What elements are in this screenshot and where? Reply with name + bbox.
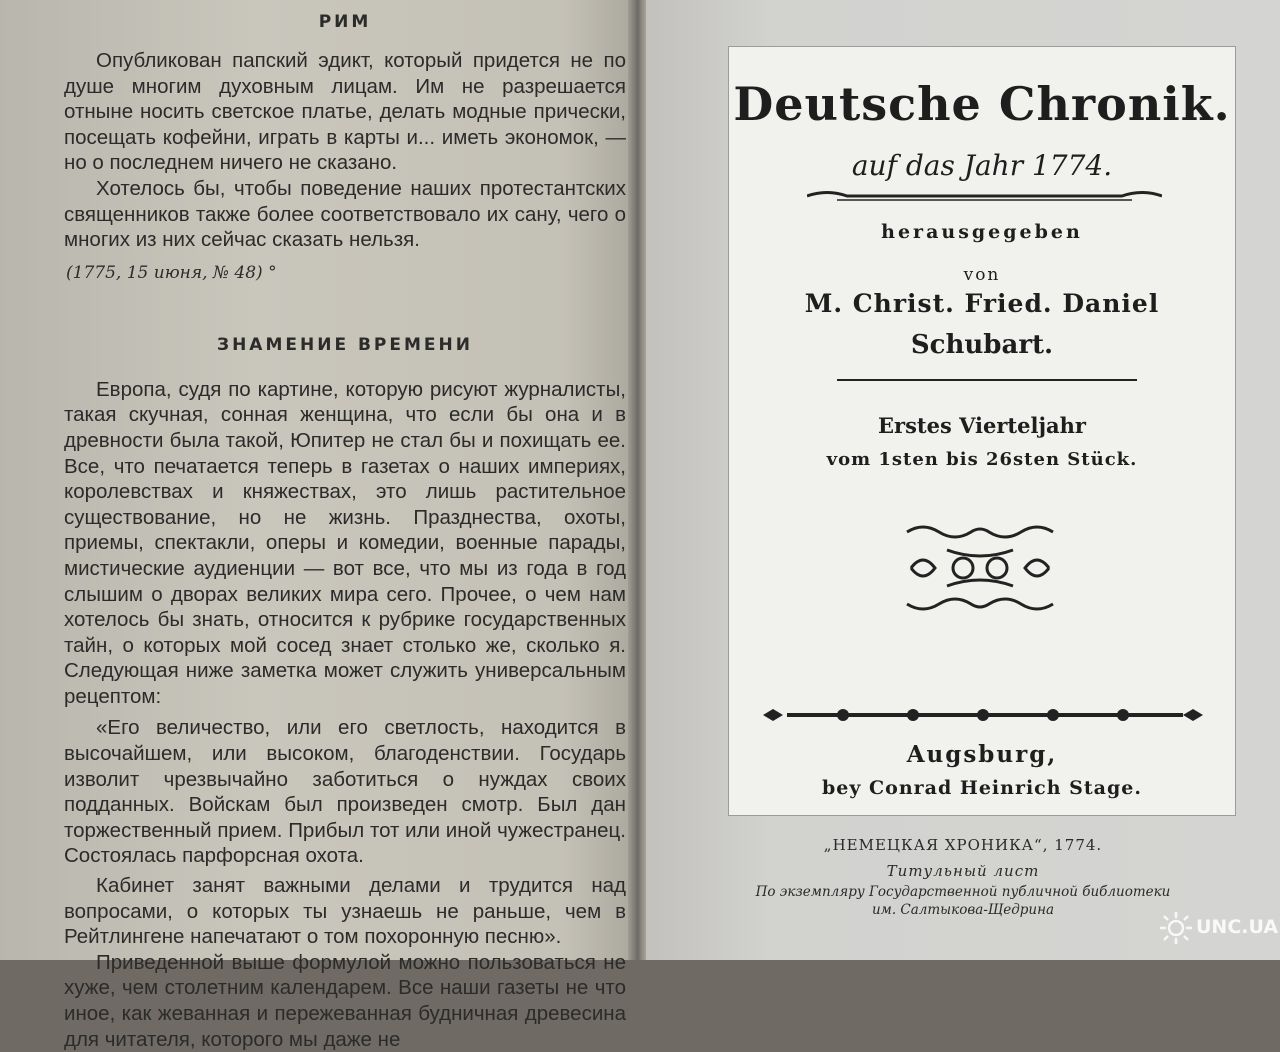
paragraph: Европа, судя по картине, которую рисуют журналисты, такая скучная, сонная женщина, что если бы она и в древности была такой, Юпитер не стал бы и похищать ее. Все, что печатается теперь в газетах о наших империях, королевствах и княжествах, это лишь растительное существование, но не жизнь. Празднества, охоты, приемы, спектакли, оперы и комедии, военные парады, мистические аудиенции — вот все, что мы из года в год слышим о дворах великих мира сего. Прочее, о чем нам хотелось бы знать, относится к рубрике государственных тайн, о которых мой сосед знает столько же, сколько я. Следующая ниже заметка может служить универсальным рецептом: bbox=[64, 377, 626, 708]
caption-note-2: им. Салтыкова-Щедрина bbox=[871, 902, 1055, 918]
title-page-facsimile bbox=[728, 46, 1236, 816]
divider-rule bbox=[837, 379, 1137, 381]
source-reference: (1775, 15 июня, № 48) ° bbox=[66, 262, 277, 283]
facsimile-quarter: Erstes Vierteljahr bbox=[878, 413, 1086, 438]
facsimile-issues: vom 1sten bis 26sten Stück. bbox=[826, 449, 1138, 470]
ornamental-rule-icon bbox=[807, 187, 1162, 205]
facsimile-author-line1: M. Christ. Fried. Daniel bbox=[804, 289, 1160, 318]
watermark-logo bbox=[1158, 910, 1279, 946]
paragraph: Опубликован папский эдикт, который придется не по душе многим духовным лицам. Им не разрешается отныне носить светское платье, делать модные прически, посещать кофейни, играть в карты и... иметь экономок, — но о последнем ничего не сказано. bbox=[64, 49, 626, 175]
floral-vignette-icon bbox=[903, 522, 1057, 614]
sun-logo-icon bbox=[1158, 910, 1194, 946]
caption-note-1: По экземпляру Государственной публичной библиотеки bbox=[755, 884, 1171, 900]
paragraph: Хотелось бы, чтобы поведение наших протестантских священников также более соответствовало их сану, чего о многих из них сейчас сказать нельзя. bbox=[64, 176, 626, 252]
right-page bbox=[646, 0, 1280, 960]
facsimile-author-line2: Schubart. bbox=[910, 330, 1054, 360]
facsimile-publisher: bey Conrad Heinrich Stage. bbox=[822, 777, 1142, 799]
section-title-rome: РИМ bbox=[318, 12, 372, 32]
section-title-sign-of-times: ЗНАМЕНИЕ ВРЕМЕНИ bbox=[217, 334, 473, 355]
watermark-text: UNC.UA bbox=[1196, 916, 1279, 938]
quote-paragraph: «Его величество, или его светлость, находится в высочайшем, или высоком, благоденствии. Государь изволит чрезвычайно заботиться о нуждах своих подданных. Войскам был произведен смотр. Был дан торжественный прием. Прибыл тот или иной чужестранец. Состоялась парфорсная охота. bbox=[64, 716, 626, 868]
facsimile-year-line: auf das Jahr 1774. bbox=[851, 149, 1113, 182]
paragraph: Кабинет занят важными делами и трудится над вопросами, о которых ты узнаешь не раньше, чем в Рейтлингене напечатают о том похоронную песню». bbox=[64, 874, 626, 949]
caption-subtitle: Титульный лист bbox=[886, 862, 1040, 880]
ornamental-border-icon bbox=[763, 707, 1203, 723]
facsimile-title: Deutsche Chronik. bbox=[733, 77, 1231, 131]
facsimile-edited: herausgegeben bbox=[881, 221, 1083, 243]
facsimile-by: von bbox=[963, 265, 1001, 285]
paragraph: Приведенной выше формулой можно пользоваться не хуже, чем столетним календарем. Все наши газеты не что иное, как жеванная и пережеванная будничная древесина для читателя, которого мы даже не bbox=[64, 950, 626, 1051]
left-page bbox=[0, 0, 640, 1051]
facsimile-place: Augsburg, bbox=[906, 741, 1058, 768]
caption-title: „НЕМЕЦКАЯ ХРОНИКА“, 1774. bbox=[823, 836, 1103, 854]
